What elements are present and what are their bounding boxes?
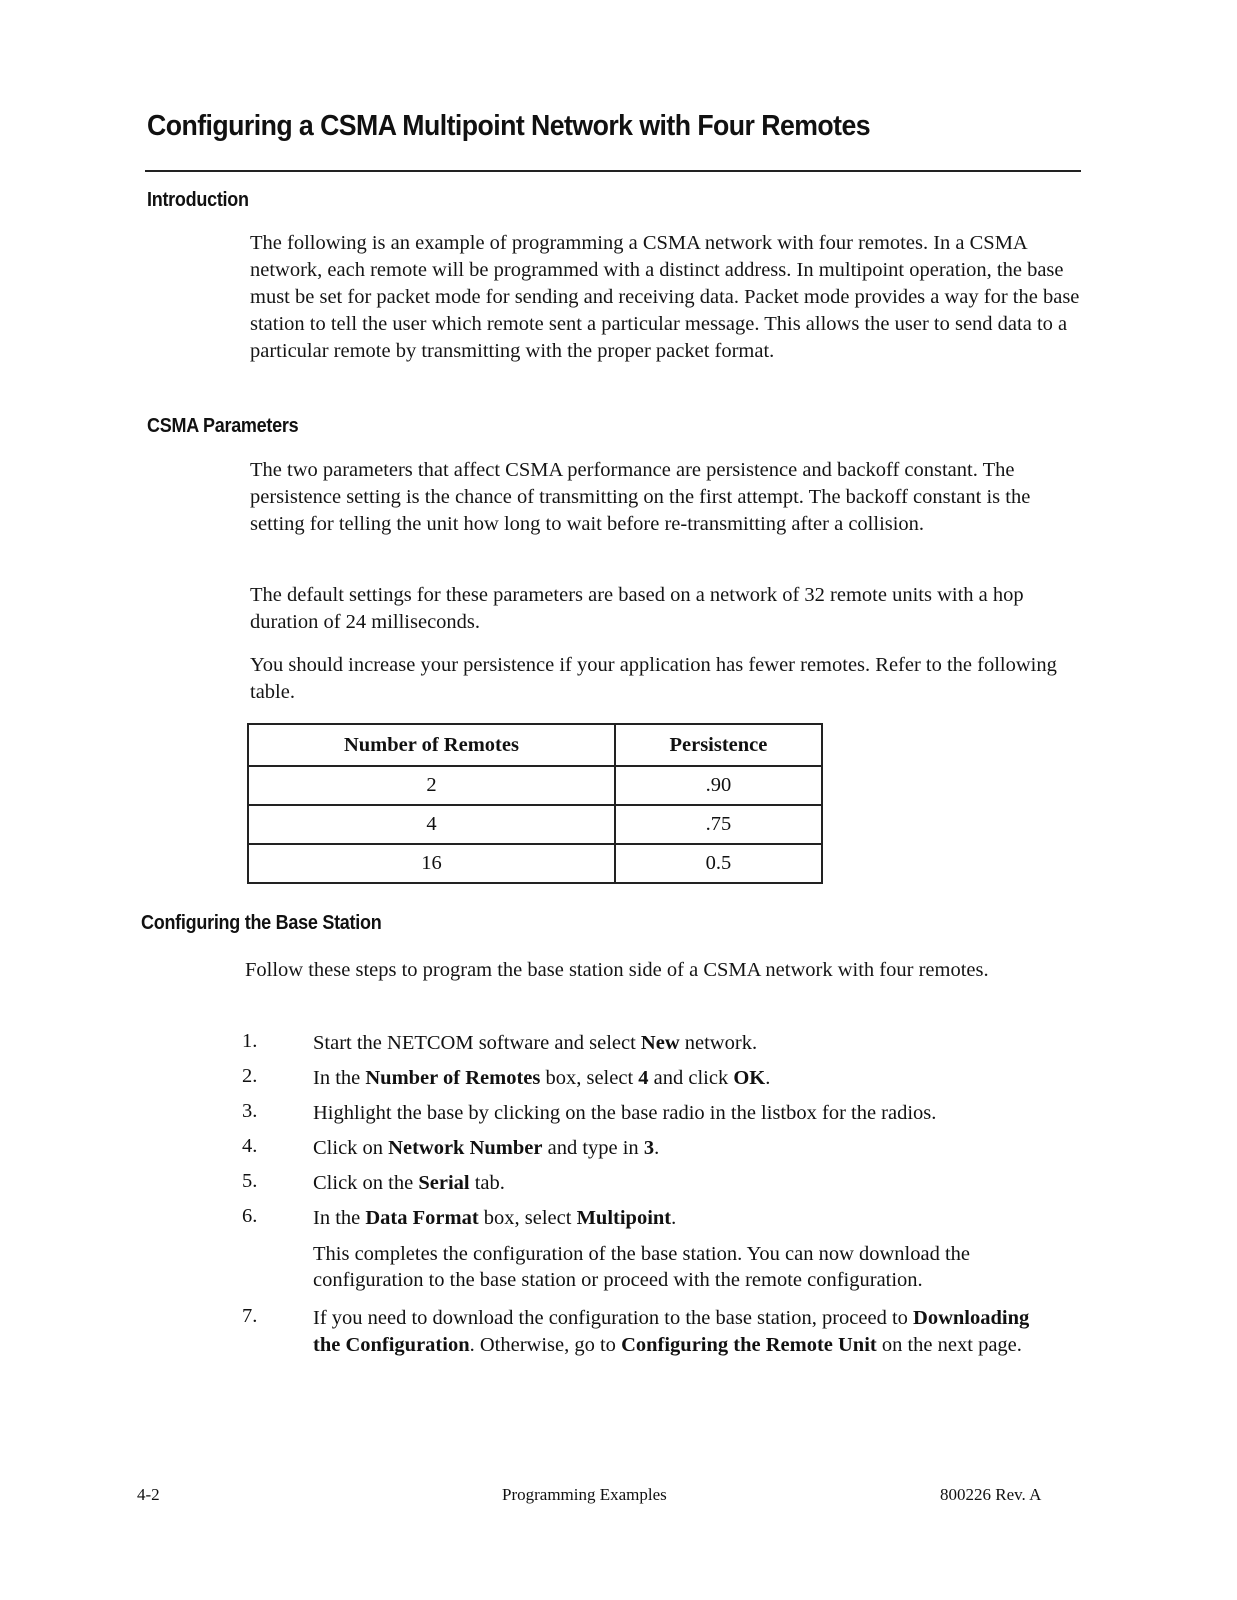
list-item [242, 1170, 1062, 1197]
persistence-table [247, 723, 823, 884]
introduction-paragraph: The following is an example of programming a CSMA network with four remotes. In a CSMA network, each remote will be programmed with a distinct address. In multipoint operation, the base must be set for packet mode for sending and receiving data. Packet mode provides a way for the base station to tell the user which remote sent a particular message. This allows the user to send data to a particular remote by transmitting with the proper packet format. [250, 232, 1080, 362]
table-row [248, 805, 822, 844]
page-title: Configuring a CSMA Multipoint Network with Four Remotes [147, 110, 871, 142]
step-number: 1. [242, 1030, 258, 1052]
table-cell-persistence: 0.5 [615, 844, 822, 883]
csma-parameters-heading: CSMA Parameters [147, 415, 299, 437]
list-item [242, 1205, 1062, 1232]
step-number: 4. [242, 1135, 258, 1157]
table-header-row [248, 724, 822, 766]
step-text: Click on Network Number and type in 3. [313, 1137, 660, 1159]
list-item [242, 1305, 1062, 1359]
csma-paragraph-3: You should increase your persistence if your application has fewer remotes. Refer to the following table. [250, 654, 1057, 703]
title-divider [145, 170, 1081, 172]
list-item [242, 1065, 1062, 1092]
table-cell-persistence: .75 [615, 805, 822, 844]
step-note: This completes the configuration of the base station. You can now download the configuration to the base station or proceed with the remote configuration. [313, 1243, 971, 1291]
step-text: Click on the Serial tab. [313, 1172, 505, 1194]
csma-paragraph-2: The default settings for these parameters are based on a network of 32 remote units with a hop duration of 24 milliseconds. [250, 584, 1024, 633]
footer-section-name: Programming Examples [502, 1485, 667, 1504]
step-text: If you need to download the configuration to the base station, proceed to Downloading the Configuration. Otherwise, go to Configuring the Remote Unit on the next page. [313, 1307, 1030, 1356]
steps-list [242, 1030, 1062, 1359]
footer-document-revision: 800226 Rev. A [940, 1485, 1042, 1504]
csma-paragraph-1: The two parameters that affect CSMA performance are persistence and backoff constant. The persistence setting is the chance of transmitting on the first attempt. The backoff constant is the setting for telling the unit how long to wait before re-transmitting after a collision. [250, 459, 1031, 535]
table-cell-remotes: 16 [248, 844, 615, 883]
step-text: In the Data Format box, select Multipoint. [313, 1207, 677, 1229]
base-station-heading: Configuring the Base Station [141, 912, 382, 934]
table-header-persistence: Persistence [615, 724, 822, 766]
step-text: Highlight the base by clicking on the base radio in the listbox for the radios. [313, 1102, 937, 1124]
step-number: 2. [242, 1065, 258, 1087]
table-cell-persistence: .90 [615, 766, 822, 805]
table-row [248, 844, 822, 883]
list-item [242, 1030, 1062, 1057]
step-number: 5. [242, 1170, 258, 1192]
list-item [242, 1100, 1062, 1127]
step-number: 6. [242, 1205, 258, 1227]
list-item [242, 1135, 1062, 1162]
table-row [248, 766, 822, 805]
table-cell-remotes: 4 [248, 805, 615, 844]
introduction-heading: Introduction [147, 189, 249, 211]
table-cell-remotes: 2 [248, 766, 615, 805]
base-station-intro: Follow these steps to program the base station side of a CSMA network with four remotes. [245, 959, 989, 981]
step-number: 3. [242, 1100, 258, 1122]
step-text: In the Number of Remotes box, select 4 and click OK. [313, 1067, 771, 1089]
table-header-remotes: Number of Remotes [248, 724, 615, 766]
step-text: Start the NETCOM software and select New network. [313, 1032, 758, 1054]
step-number: 7. [242, 1305, 258, 1327]
footer-page-number: 4-2 [137, 1485, 160, 1504]
